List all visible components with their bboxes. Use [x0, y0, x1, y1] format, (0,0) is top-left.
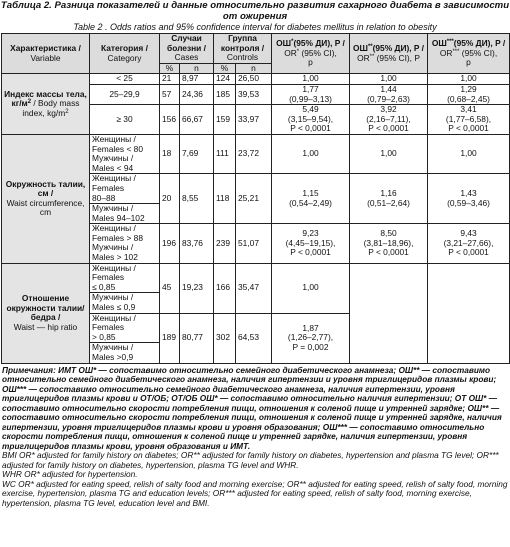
cases-pct-cell: 8,97 [180, 74, 214, 85]
cases-n-cell: 45 [160, 263, 180, 313]
or1-cell: 5,49 (3,15–9,54), P < 0,0001 [272, 105, 350, 135]
controls-pct-cell: 33,97 [236, 105, 272, 135]
controls-n-cell: 159 [214, 105, 236, 135]
or2-cell: 1,00 [350, 74, 428, 85]
category-cell: 25–29,9 [90, 84, 160, 104]
controls-n-cell: 118 [214, 174, 236, 224]
or3-cell [428, 263, 510, 363]
or2-cell [350, 263, 428, 363]
controls-n-cell: 239 [214, 224, 236, 263]
or3-cell: 1,00 [428, 134, 510, 173]
header-or1: ОШ*(95% ДИ), P / OR* (95% CI), p [272, 34, 350, 74]
cases-n-cell: 196 [160, 224, 180, 263]
controls-n-cell: 124 [214, 74, 236, 85]
cases-pct-cell: 7,69 [180, 134, 214, 173]
table-row [2, 74, 510, 85]
or2-cell: 1,16 (0,51–2,64) [350, 174, 428, 224]
table-row [2, 263, 510, 293]
group-whr: Отношение окружности талии/бедра / Waist — hip ratio [2, 263, 90, 363]
category-cell: Женщины / Females ≤ 0,85 [90, 263, 160, 293]
header-or2: ОШ**(95% ДИ), P / OR** (95% CI), P [350, 34, 428, 74]
cases-pct-cell: 8,55 [180, 174, 214, 224]
header-cases-pct: % [160, 63, 180, 74]
header-controls: Группа контроля / Controls [214, 34, 272, 64]
category-cell: < 25 [90, 74, 160, 85]
category-cell: Женщины / Females > 88 Мужчины / Males > 102 [90, 224, 160, 263]
group-waist: Окружность талии, см / Waist circumference, cm [2, 134, 90, 263]
table-row [2, 134, 510, 173]
group-bmi: Индекс массы тела, $кг/м^2$ / Body mass index, $kg/m^2$ [2, 74, 90, 135]
cases-n-cell: 57 [160, 84, 180, 104]
odds-ratio-table [1, 33, 510, 364]
notes-en-bmi: BMI OR* adjusted for family history on diabetes; OR** adjusted for family history on diabetes, hypertension and plasma TG level; OR*** adjusted for family history on diabetes, hypertension, plasma TG level and WHR. [2, 450, 499, 470]
cases-pct-cell: 24,36 [180, 84, 214, 104]
table-notes [0, 364, 510, 509]
category-cell: Женщины / Females < 80 Мужчины / Males < 94 [90, 134, 160, 173]
or2-cell: 3,92 (2,16–7,11), P < 0,0001 [350, 105, 428, 135]
or3-cell: 1,00 [428, 74, 510, 85]
controls-pct-cell: 35,47 [236, 263, 272, 313]
or1-cell: 1,00 [272, 74, 350, 85]
controls-pct-cell: 25,21 [236, 174, 272, 224]
or2-cell: 1,44 (0,79–2,63) [350, 84, 428, 104]
or2-cell: 1,00 [350, 134, 428, 173]
or1-cell: 1,00 [272, 134, 350, 173]
cases-n-cell: 156 [160, 105, 180, 135]
cases-pct-cell: 83,76 [180, 224, 214, 263]
or3-cell: 1,29 (0,68–2,45) [428, 84, 510, 104]
controls-n-cell: 185 [214, 84, 236, 104]
notes-en-whr: WHR OR* adjusted for hypertension. [2, 469, 138, 480]
or1-cell: 1,15 (0,54–2,49) [272, 174, 350, 224]
cases-n-cell: 189 [160, 313, 180, 363]
controls-n-cell: 302 [214, 313, 236, 363]
cases-n-cell: 21 [160, 74, 180, 85]
header-controls-n: n [236, 63, 272, 74]
or2-cell: 8,50 (3,81–18,96), P < 0,0001 [350, 224, 428, 263]
category-cell: Мужчины / Males 94–102 [90, 204, 160, 224]
header-controls-pct: % [214, 63, 236, 74]
table-title-en: Table 2 . Odds ratios and 95% confidence interval for diabetes mellitus in relation to obesity [73, 22, 437, 32]
or1-cell: 1,87 (1,26–2,77), P = 0,002 [272, 313, 350, 363]
header-cases: Случаи болезни / Cases [160, 34, 214, 64]
cases-pct-cell: 66,67 [180, 105, 214, 135]
controls-pct-cell: 39,53 [236, 84, 272, 104]
controls-n-cell: 111 [214, 134, 236, 173]
notes-ru: Примечания: ИМТ ОШ* — сопоставимо относительно семейного диабетического анамнеза; ОШ** — сопоставимо относительно семейного диабетического анамнеза, наличия гипертензии и уровня триглицеридов плазмы крови; ОШ*** — сопоставимо относительно семейного диабетического анамнеза, наличия гипертензии, уровня триглицеридов плазмы крови и ОТ/ОБ; ОТ/ОБ ОШ* — сопоставимо относительно наличия гипертензии; ОТ ОШ* — сопоставимо относительно скорости потребления пищи, отношения к соленой пище и утренней зарядке; ОШ** — сопоставимо относительно скорости потребления пищи, отношения к соленой пище и утренней зарядке, наличия гипертензии, уровня триглицеридов плазмы крови и уровня образования; ОШ*** — сопоставимо относительно скорости потребления пищи, отношения к соленой пище и утренней зарядке, наличия гипертензии, уровня триглицеридов плазмы крови, уровня образования и ИМТ. [2, 364, 502, 451]
category-cell: Мужчины / Males >0,9 [90, 343, 160, 363]
or3-cell: 9,43 (3,21–27,66), P < 0,0001 [428, 224, 510, 263]
cases-pct-cell: 19,23 [180, 263, 214, 313]
header-variable: Характеристика / Variable [2, 34, 90, 74]
cases-pct-cell: 80,77 [180, 313, 214, 363]
or1-cell: 1,00 [272, 263, 350, 313]
controls-pct-cell: 51,07 [236, 224, 272, 263]
category-cell: Женщины / Females > 0,85 [90, 313, 160, 343]
category-cell: Женщины / Females 80–88 [90, 174, 160, 204]
header-category: Категория / Category [90, 34, 160, 74]
or1-cell: 1,77 (0,99–3,13) [272, 84, 350, 104]
controls-pct-cell: 23,72 [236, 134, 272, 173]
header-cases-n: n [180, 63, 214, 74]
header-or3: ОШ***(95% ДИ), P / OR*** (95% CI), p [428, 34, 510, 74]
cases-n-cell: 18 [160, 134, 180, 173]
cases-n-cell: 20 [160, 174, 180, 224]
or3-cell: 1,43 (0,59–3,46) [428, 174, 510, 224]
controls-pct-cell: 64,53 [236, 313, 272, 363]
controls-pct-cell: 26,50 [236, 74, 272, 85]
category-cell: ≥ 30 [90, 105, 160, 135]
or1-cell: 9,23 (4,45–19,15), P < 0,0001 [272, 224, 350, 263]
table-title-ru: Таблица 2. Разница показателей и данные относительно развития сахарного диабета в зависимости от ожирения [0, 0, 510, 22]
controls-n-cell: 166 [214, 263, 236, 313]
notes-en-wc: WC OR* adjusted for eating speed, relish of salty food and morning exercise; OR** adjusted for eating speed, relish of salty food, morning exercise, hypertension, plasma TG and education levels; OR*** adjusted for eating speed, relish of salty food, morning exercise, hypertension, plasma TG level, education level and BMI. [2, 478, 508, 508]
category-cell: Мужчины / Males ≤ 0,9 [90, 293, 160, 313]
header-row [2, 34, 510, 64]
or3-cell: 3,41 (1,77–6,58), P < 0,0001 [428, 105, 510, 135]
